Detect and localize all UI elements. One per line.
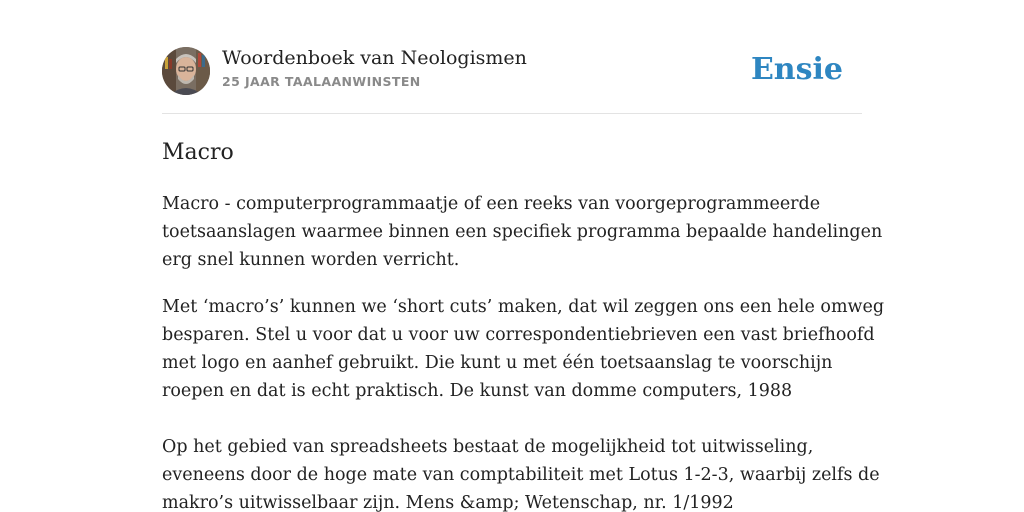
quote-blank-line xyxy=(162,405,862,433)
quote-line: met logo en aanhef gebruikt. Die kunt u met één toetsaanslag te voorschijn xyxy=(162,353,833,373)
definition-paragraph xyxy=(162,190,883,274)
header xyxy=(162,46,862,96)
entry-title: Macro xyxy=(162,140,234,165)
author-name[interactable]: Woordenboek van Neologismen xyxy=(222,47,527,69)
quote-line: besparen. Stel u voor dat u voor uw correspondentiebrieven een vast briefhoofd xyxy=(162,325,875,345)
author-subtitle: 25 JAAR TAALAANWINSTEN xyxy=(222,74,421,89)
definition-line: erg snel kunnen worden verricht. xyxy=(162,250,460,270)
quote-line: makro’s uitwisselbaar zijn. Mens &amp; Wetenschap, nr. 1/1992 xyxy=(162,493,734,512)
definition-line: toetsaanslagen waarmee binnen een specifiek programma bepaalde handelingen xyxy=(162,222,883,242)
header-divider xyxy=(162,113,862,114)
definition-line: Macro - computerprogrammaatje of een reeks van voorgeprogrammeerde xyxy=(162,194,821,214)
quote-line: eveneens door de hoge mate van comptabiliteit met Lotus 1-2-3, waarbij zelfs de xyxy=(162,465,880,485)
quote-line: Met ‘macro’s’ kunnen we ‘short cuts’ maken, dat wil zeggen ons een hele omweg xyxy=(162,297,885,317)
quote-line: Op het gebied van spreadsheets bestaat de mogelijkheid tot uitwisseling, xyxy=(162,437,814,457)
avatar-portrait-icon xyxy=(162,47,210,95)
brand-logo[interactable]: Ensie xyxy=(750,52,843,87)
author-avatar[interactable] xyxy=(162,47,210,95)
quote-paragraph xyxy=(162,293,885,512)
quote-line: roepen en dat is echt praktisch. De kunst van domme computers, 1988 xyxy=(162,381,793,401)
